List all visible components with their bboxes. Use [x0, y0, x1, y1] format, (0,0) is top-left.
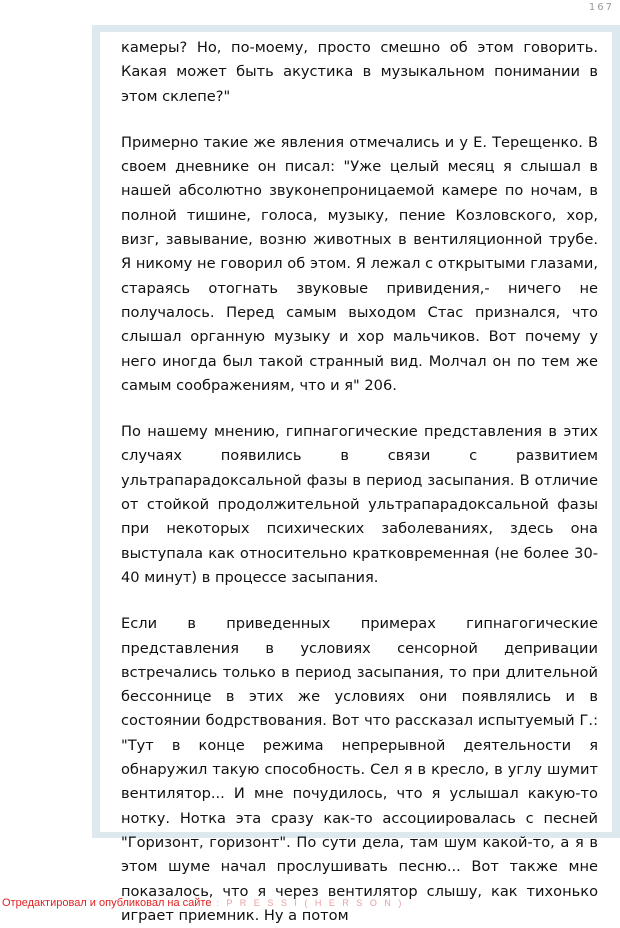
- paragraph-2: Примерно такие же явления отмечались и у Е. Терещенко. В своем дневнике он писал: "Уже целый месяц я слышал в нашей абсолютно звуконепроницаемой камере по ночам, в полной тишине, голоса, музыку, пение Козловского, хор, визг, завывание, возню животных в вентиляционной трубе. Я никому не говорил об этом. Я лежал с открытыми глазами, стараясь отогнать звуковые привидения,- ничего не получалось. Перед самым выходом Стас признался, что слышал органную музыку и хор мальчиков. Вот почему у него иногда был такой странный вид. Молчал он по тем же самым соображениям, что и я" 206.: [121, 133, 598, 394]
- footer-credit: [2, 897, 404, 909]
- footer-text: Отредактировал и опубликовал на сайте: [2, 897, 212, 909]
- paragraph-3: По нашему мнению, гипнагогические представления в этих случаях появились в связи с развитием ультрапарадоксальной фазы в период засыпания. В отличие от стойкой продолжительной ультрапарадоксальной фазы при некоторых психических заболеваниях, здесь она выступала как относительно кратковременная (не более 30-40 минут) в процессе засыпания.: [121, 423, 598, 586]
- footer-site-link[interactable]: : P R E S S I ( H E R S O N ): [211, 898, 404, 908]
- paragraph-4: Если в приведенных примерах гипнагогические представления в условиях сенсорной депривации встречались только в период засыпания, то при длительной бессоннице в этих же условиях они появлялись и в состоянии бодрствования. Вот что рассказал испытуемый Г.: "Тут в конце режима непрерывной деятельности я обнаружил такую способность. Сел я в кресло, в углу шумит вентилятор... И мне почудилось, что я услышал какую-то нотку. Нотка эта сразу как-то ассоциировалась с песней "Горизонт, горизонт". По сути дела, там шум какой-то, а я в этом шуме начал прослушивать песню... Вот также мне показалось, что я через вентилятор слышу, как тихонько играет приемник. Ну а потом: [121, 615, 598, 924]
- page-number: 167: [588, 2, 614, 13]
- paragraph-1: камеры? Но, по-моему, просто смешно об этом говорить. Какая может быть акустика в музыкальном понимании в этом склепе?": [121, 39, 598, 105]
